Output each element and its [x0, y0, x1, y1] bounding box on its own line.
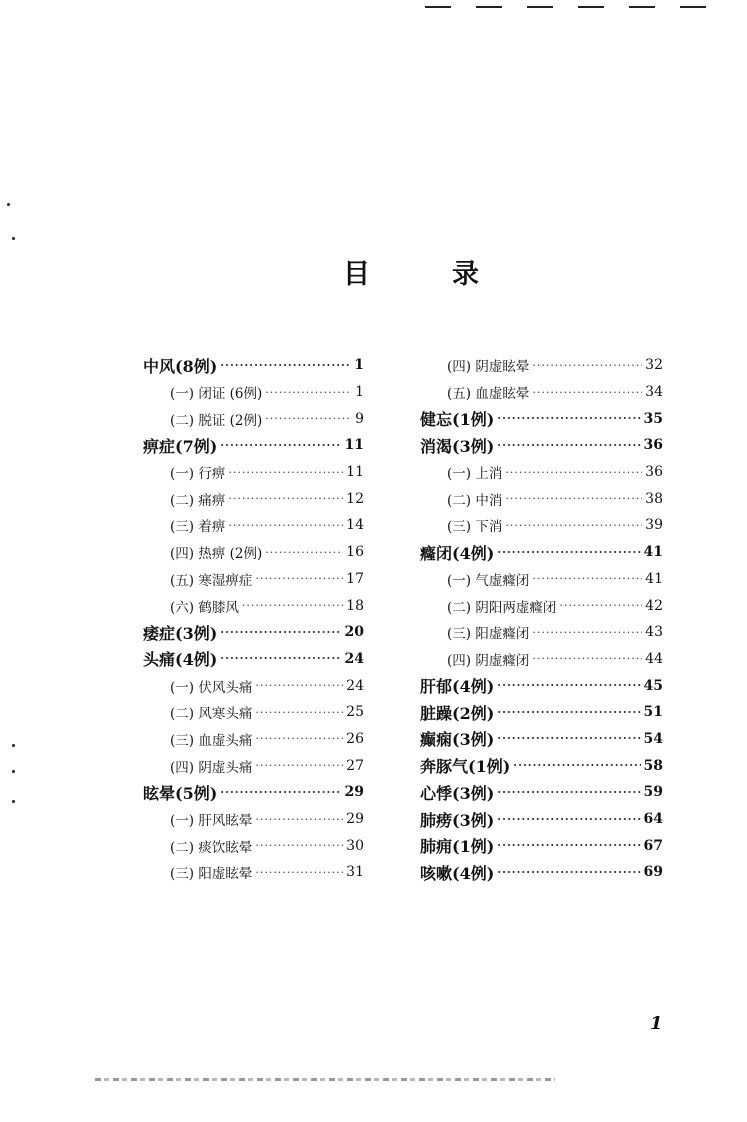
- toc-entry: [143, 859, 364, 886]
- toc-entry: [420, 405, 663, 432]
- dot-leader: [497, 786, 640, 799]
- toc-entry-page: 1: [355, 384, 364, 401]
- toc-entry-label: 健忘(1例): [420, 410, 495, 430]
- toc-entry-label: 肺痈(1例): [420, 837, 495, 857]
- toc-entry-page: 39: [645, 517, 663, 534]
- dot-leader: [532, 386, 642, 399]
- dot-leader: [532, 626, 642, 639]
- toc-entry: [143, 779, 364, 806]
- toc-entry: [143, 485, 364, 512]
- toc-entry: [143, 726, 364, 753]
- toc-entry: [143, 512, 364, 539]
- dot-leader: [505, 492, 642, 505]
- toc-entry: [420, 432, 663, 459]
- toc-entry: [143, 646, 364, 673]
- toc-entry-label: (四) 阴虚癃闭: [447, 652, 530, 669]
- toc-entry-page: 59: [643, 784, 663, 801]
- toc-entry-label: 奔豚气(1例): [420, 757, 511, 777]
- toc-entry-label: (四) 阴虚眩晕: [447, 359, 530, 376]
- dot-leader: [497, 439, 640, 452]
- toc-entry-label: (二) 阴阳两虚癃闭: [447, 599, 557, 616]
- toc-entry-page: 12: [346, 490, 364, 507]
- toc-entry-label: (二) 痰饮眩晕: [170, 839, 253, 856]
- toc-entry-page: 36: [645, 464, 663, 481]
- toc-entry-page: 54: [643, 730, 663, 747]
- dot-leader: [255, 866, 343, 879]
- toc-entry-page: 17: [346, 570, 364, 587]
- dot-leader: [505, 519, 642, 532]
- page-title-char: 目: [343, 259, 370, 290]
- dot-leader: [497, 679, 640, 692]
- dot-leader: [497, 706, 640, 719]
- toc-left-column: [143, 352, 364, 886]
- toc-entry-label: (二) 风寒头痛: [170, 706, 253, 723]
- toc-entry: [420, 592, 663, 619]
- toc-entry: [420, 699, 663, 726]
- toc-entry-label: 咳嗽(4例): [420, 863, 495, 883]
- toc-entry-label: 痿症(3例): [143, 623, 218, 643]
- dash: [476, 6, 502, 8]
- toc-entry: [420, 352, 663, 379]
- toc-right-column: [420, 352, 663, 886]
- dot-leader: [255, 759, 343, 772]
- dot-leader: [255, 706, 343, 719]
- toc-entry-label: (三) 下消: [447, 519, 503, 536]
- dot-leader: [228, 519, 343, 532]
- scan-mark: [12, 800, 15, 803]
- dot-leader: [265, 412, 352, 425]
- toc-entry-page: 32: [645, 357, 663, 374]
- toc-entry-page: 41: [645, 570, 663, 587]
- toc-entry-page: 34: [645, 384, 663, 401]
- dot-leader: [255, 572, 343, 585]
- dash: [425, 6, 451, 8]
- dot-leader: [242, 599, 343, 612]
- dot-leader: [532, 359, 642, 372]
- toc-entry-label: 心悸(3例): [420, 783, 495, 803]
- toc-entry-label: (一) 闭证 (6例): [170, 386, 263, 403]
- toc-entry-label: 头痛(4例): [143, 650, 218, 670]
- dot-leader: [532, 652, 642, 665]
- toc-entry-label: (一) 气虚癃闭: [447, 572, 530, 589]
- toc-entry-label: (三) 血虚头痛: [170, 732, 253, 749]
- toc-entry: [143, 459, 364, 486]
- toc-entry: [143, 405, 364, 432]
- dot-leader: [220, 652, 341, 665]
- toc-entry-page: 58: [643, 757, 663, 774]
- toc-entry: [143, 539, 364, 566]
- toc-entry: [420, 779, 663, 806]
- scan-artifact: [95, 1078, 555, 1081]
- toc-entry-page: 16: [346, 544, 364, 561]
- dot-leader: [505, 466, 642, 479]
- toc-entry-page: 29: [344, 784, 364, 801]
- toc-entry-label: (五) 寒湿痹症: [170, 572, 253, 589]
- scan-mark: [7, 203, 10, 206]
- scan-mark: [12, 237, 15, 240]
- toc-entry-page: 26: [346, 730, 364, 747]
- page-title-char: 录: [452, 259, 479, 290]
- toc-entry-label: 消渴(3例): [420, 436, 495, 456]
- toc-entry: [420, 752, 663, 779]
- toc-entry-label: (二) 痛痹: [170, 492, 226, 509]
- dash: [629, 6, 655, 8]
- dot-leader: [532, 572, 642, 585]
- toc-entry-page: 30: [346, 837, 364, 854]
- toc-entry-page: 25: [346, 704, 364, 721]
- toc-entry-label: (一) 伏风头痛: [170, 679, 253, 696]
- toc-entry-label: (一) 行痹: [170, 466, 226, 483]
- dash: [680, 6, 706, 8]
- toc-entry-label: (一) 肝风眩晕: [170, 813, 253, 830]
- dot-leader: [497, 866, 640, 879]
- toc-entry-label: 肺痨(3例): [420, 810, 495, 830]
- toc-entry: [420, 726, 663, 753]
- toc-entry-page: 11: [344, 437, 364, 454]
- toc-entry: [143, 352, 364, 379]
- dot-leader: [228, 466, 343, 479]
- toc-entry-label: (二) 脱证 (2例): [170, 412, 263, 429]
- dot-leader: [265, 546, 343, 559]
- toc-entry-page: 64: [643, 811, 663, 828]
- toc-entry-label: (四) 阴虚头痛: [170, 759, 253, 776]
- scan-mark: [12, 770, 15, 773]
- dot-leader: [559, 599, 642, 612]
- toc-entry: [420, 672, 663, 699]
- toc-entry: [143, 379, 364, 406]
- toc-entry: [143, 619, 364, 646]
- toc-entry: [420, 646, 663, 673]
- toc-entry-page: 9: [355, 410, 364, 427]
- dot-leader: [497, 412, 640, 425]
- dot-leader: [255, 679, 343, 692]
- toc-entry-page: 20: [344, 624, 364, 641]
- toc-entry: [420, 485, 663, 512]
- toc-entry-label: (二) 中消: [447, 492, 503, 509]
- scan-mark: [12, 744, 15, 747]
- toc-entry-label: (一) 上消: [447, 466, 503, 483]
- toc-entry-page: 36: [643, 437, 663, 454]
- toc-entry-label: 癫痫(3例): [420, 730, 495, 750]
- dash: [527, 6, 553, 8]
- dot-leader: [220, 626, 341, 639]
- toc-entry-page: 29: [346, 811, 364, 828]
- toc-entry: [143, 832, 364, 859]
- toc-entry: [143, 432, 364, 459]
- toc-entry: [143, 752, 364, 779]
- toc-entry: [420, 859, 663, 886]
- dot-leader: [220, 786, 341, 799]
- toc-entry-label: 脏躁(2例): [420, 703, 495, 723]
- toc-entry-page: 14: [346, 517, 364, 534]
- toc-entry-page: 27: [346, 757, 364, 774]
- toc-entry-page: 51: [643, 704, 663, 721]
- toc-entry-label: (六) 鹤膝风: [170, 599, 239, 616]
- toc-entry: [420, 806, 663, 833]
- dot-leader: [220, 439, 341, 452]
- toc-entry: [143, 699, 364, 726]
- toc-entry-page: 41: [643, 544, 663, 561]
- dot-leader: [497, 813, 640, 826]
- toc-entry: [420, 512, 663, 539]
- toc-entry-page: 24: [346, 677, 364, 694]
- toc-entry-page: 18: [346, 597, 364, 614]
- toc-entry-label: 痹症(7例): [143, 436, 218, 456]
- toc-entry-label: (五) 血虚眩晕: [447, 386, 530, 403]
- page-number: 1: [650, 1013, 663, 1034]
- toc-entry: [420, 832, 663, 859]
- dash: [578, 6, 604, 8]
- toc-entry-page: 31: [346, 864, 364, 881]
- dot-leader: [265, 386, 352, 399]
- toc-entry: [420, 539, 663, 566]
- dot-leader: [255, 813, 343, 826]
- toc-entry-label: 癃闭(4例): [420, 543, 495, 563]
- toc-entry: [143, 672, 364, 699]
- toc-entry: [420, 619, 663, 646]
- dot-leader: [497, 839, 640, 852]
- dot-leader: [220, 359, 351, 372]
- toc-entry-label: 眩晕(5例): [143, 783, 218, 803]
- dot-leader: [255, 839, 343, 852]
- toc-entry-page: 45: [643, 677, 663, 694]
- dot-leader: [497, 546, 640, 559]
- toc-entry-label: (三) 阳虚癃闭: [447, 626, 530, 643]
- toc-entry: [420, 379, 663, 406]
- toc-entry-label: 中风(8例): [143, 356, 218, 376]
- toc-entry-page: 42: [645, 597, 663, 614]
- toc-entry-label: (三) 阳虚眩晕: [170, 866, 253, 883]
- toc-entry-page: 35: [643, 410, 663, 427]
- toc-entry-page: 1: [354, 357, 364, 374]
- toc-entry-label: (四) 热痹 (2例): [170, 546, 263, 563]
- toc-entry: [420, 459, 663, 486]
- toc-entry-page: 43: [645, 624, 663, 641]
- dot-leader: [513, 759, 640, 772]
- toc-entry-page: 69: [643, 864, 663, 881]
- toc-entry: [143, 566, 364, 593]
- toc-entry-label: 肝郁(4例): [420, 677, 495, 697]
- toc-entry: [420, 566, 663, 593]
- toc-entry-label: (三) 着痹: [170, 519, 226, 536]
- toc-entry-page: 44: [645, 650, 663, 667]
- toc-entry-page: 11: [346, 464, 364, 481]
- dot-leader: [228, 492, 343, 505]
- toc-entry-page: 38: [645, 490, 663, 507]
- dot-leader: [255, 732, 343, 745]
- toc-entry: [143, 806, 364, 833]
- toc-entry-page: 67: [643, 837, 663, 854]
- toc-entry-page: 24: [344, 650, 364, 667]
- dot-leader: [497, 732, 640, 745]
- toc-entry: [143, 592, 364, 619]
